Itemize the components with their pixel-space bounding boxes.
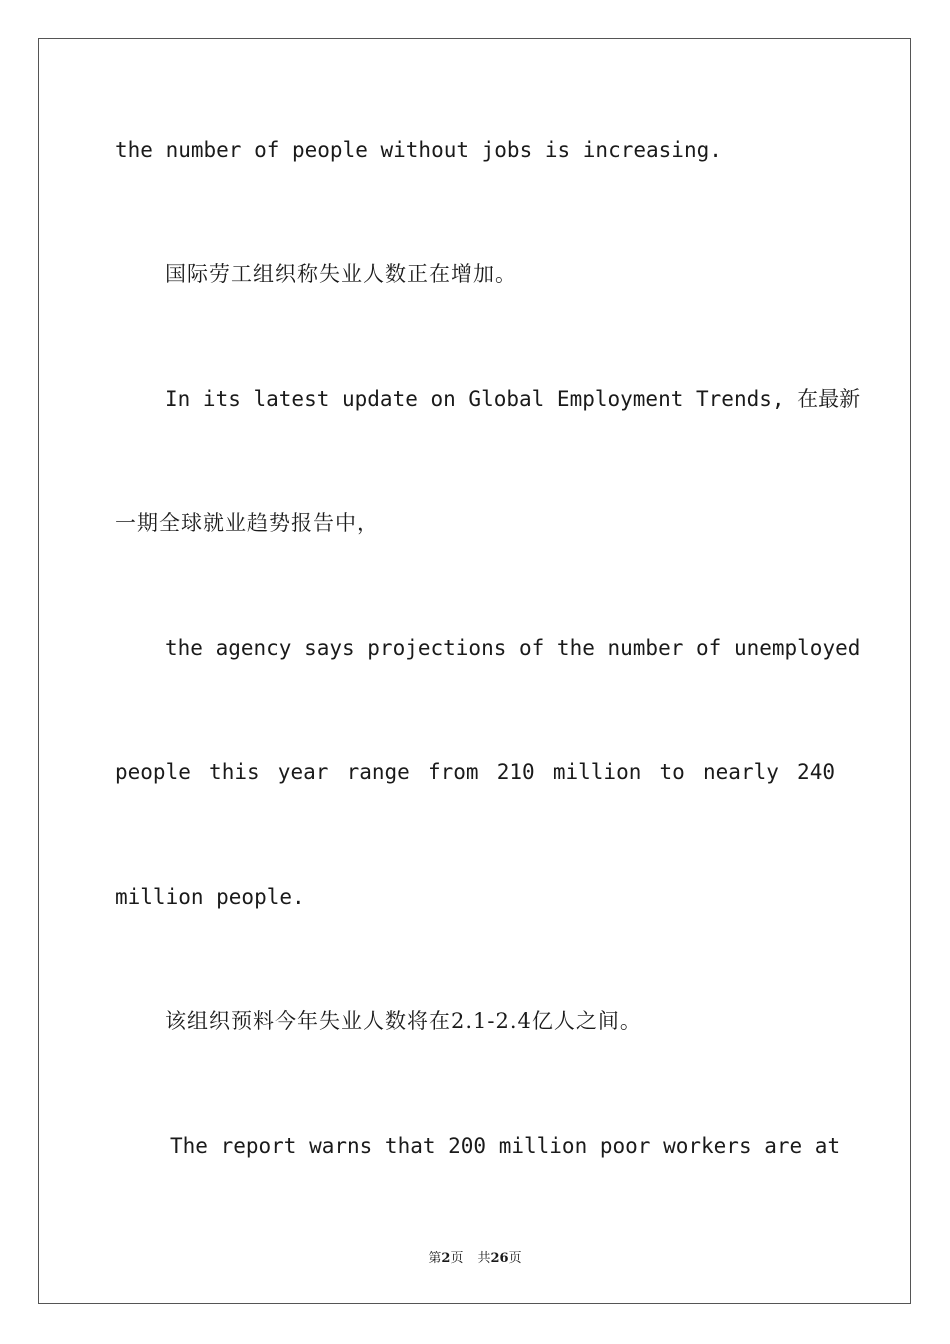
text-line-2: 国际劳工组织称失业人数正在增加。 xyxy=(165,262,517,286)
text-line-6: people this year range from 210 million to nearly 240 xyxy=(115,760,835,784)
footer-total-prefix: 共 xyxy=(477,1251,491,1266)
footer-page-prefix: 第 xyxy=(428,1251,442,1266)
text-line-3: In its latest update on Global Employment Trends, 在最新 xyxy=(165,387,861,411)
text-line-4: 一期全球就业趋势报告中， xyxy=(115,511,379,535)
footer-total-suffix: 页 xyxy=(508,1251,522,1266)
text-line-5: the agency says projections of the number of unemployed xyxy=(165,636,861,660)
footer-page-current: 2 xyxy=(441,1251,451,1266)
footer-page-total: 26 xyxy=(490,1251,509,1266)
text-line-7: million people. xyxy=(115,885,305,909)
text-line-8: 该组织预料今年失业人数将在2.1-2.4亿人之间。 xyxy=(165,1009,642,1033)
text-line-1: the number of people without jobs is increasing. xyxy=(115,138,722,162)
footer-page-mid: 页 xyxy=(450,1251,464,1266)
text-line-9: The report warns that 200 million poor workers are at xyxy=(170,1134,841,1158)
page-footer xyxy=(0,1247,950,1266)
page-frame xyxy=(38,38,911,1304)
